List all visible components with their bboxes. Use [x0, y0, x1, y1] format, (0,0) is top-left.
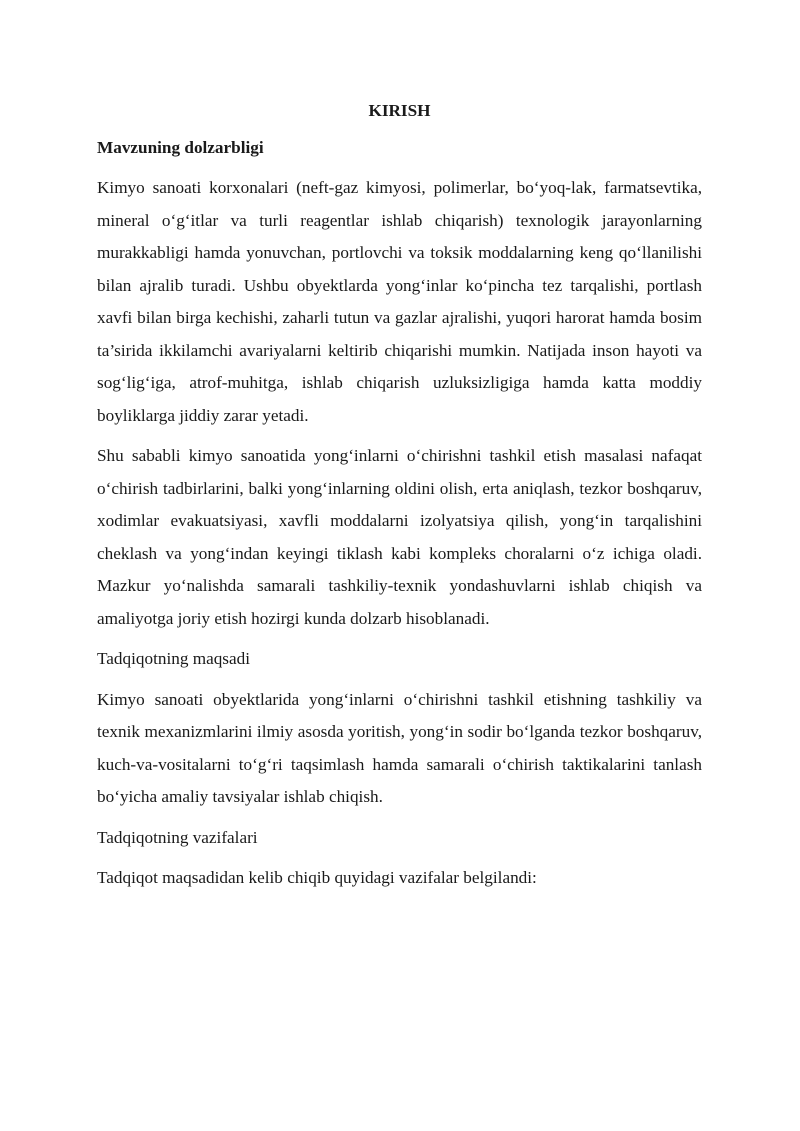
section-heading-relevance: Mavzuning dolzarbligi	[97, 137, 264, 157]
section-label-goal: Tadqiqotning maqsadi	[97, 649, 250, 668]
page-title: KIRISH	[368, 101, 431, 120]
section-label-tasks: Tadqiqotning vazifalari	[97, 827, 258, 847]
paragraph-tasks: Tadqiqot maqsadidan kelib chiqib quyidagi vazifalar belgilandi:	[97, 868, 537, 887]
document-page	[97, 95, 702, 903]
paragraph-relevance-1: Kimyo sanoati korxonalari (neft-gaz kimyosi, polimerlar, bo‘yoq-lak, farmatsevtika, mineral o‘g‘itlar va turli reagentlar ishlab chiqarish) texnologik jarayonlarning murakkabligi hamda yonuvchan, portlovchi va toksik moddalarning keng qo‘llanilishi bilan ajralib turadi. Ushbu obyektlarda yong‘inlar ko‘pincha tez tarqalishi, portlash xavfi bilan birga kechishi, zaharli tutun va gazlar ajralishi, yuqori harorat hamda bosim ta’sirida ikkilamchi avariyalarni keltirib chiqarishi mumkin. Natijada inson hayoti va sog‘lig‘iga, atrof-muhitga, ishlab chiqarish uzluksizligiga hamda katta moddiy boyliklarga jiddiy zarar yetadi.	[97, 178, 702, 425]
paragraph-relevance-2: Shu sababli kimyo sanoatida yong‘inlarni o‘chirishni tashkil etish masalasi nafaqat o‘chirish tadbirlarini, balki yong‘inlarning oldini olish, erta aniqlash, tezkor boshqaruv, xodimlar evakuatsiyasi, xavfli moddalarni izolyatsiya qilish, yong‘in tarqalishini cheklash va yong‘indan keyingi tiklash kabi kompleks choralarni o‘z ichiga oladi. Mazkur yo‘nalishda samarali tashkiliy-texnik yondashuvlarni ishlab chiqish va amaliyotga joriy etish hozirgi kunda dolzarb hisoblanadi.	[97, 446, 702, 628]
paragraph-goal: Kimyo sanoati obyektlarida yong‘inlarni o‘chirishni tashkil etishning tashkiliy va texnik mexanizmlarini ilmiy asosda yoritish, yong‘in sodir bo‘lganda tezkor boshqaruv, kuch-va-vositalarni to‘g‘ri taqsimlash hamda samarali o‘chirish taktikalarini tanlash bo‘yicha amaliy tavsiyalar ishlab chiqish.	[97, 689, 702, 806]
